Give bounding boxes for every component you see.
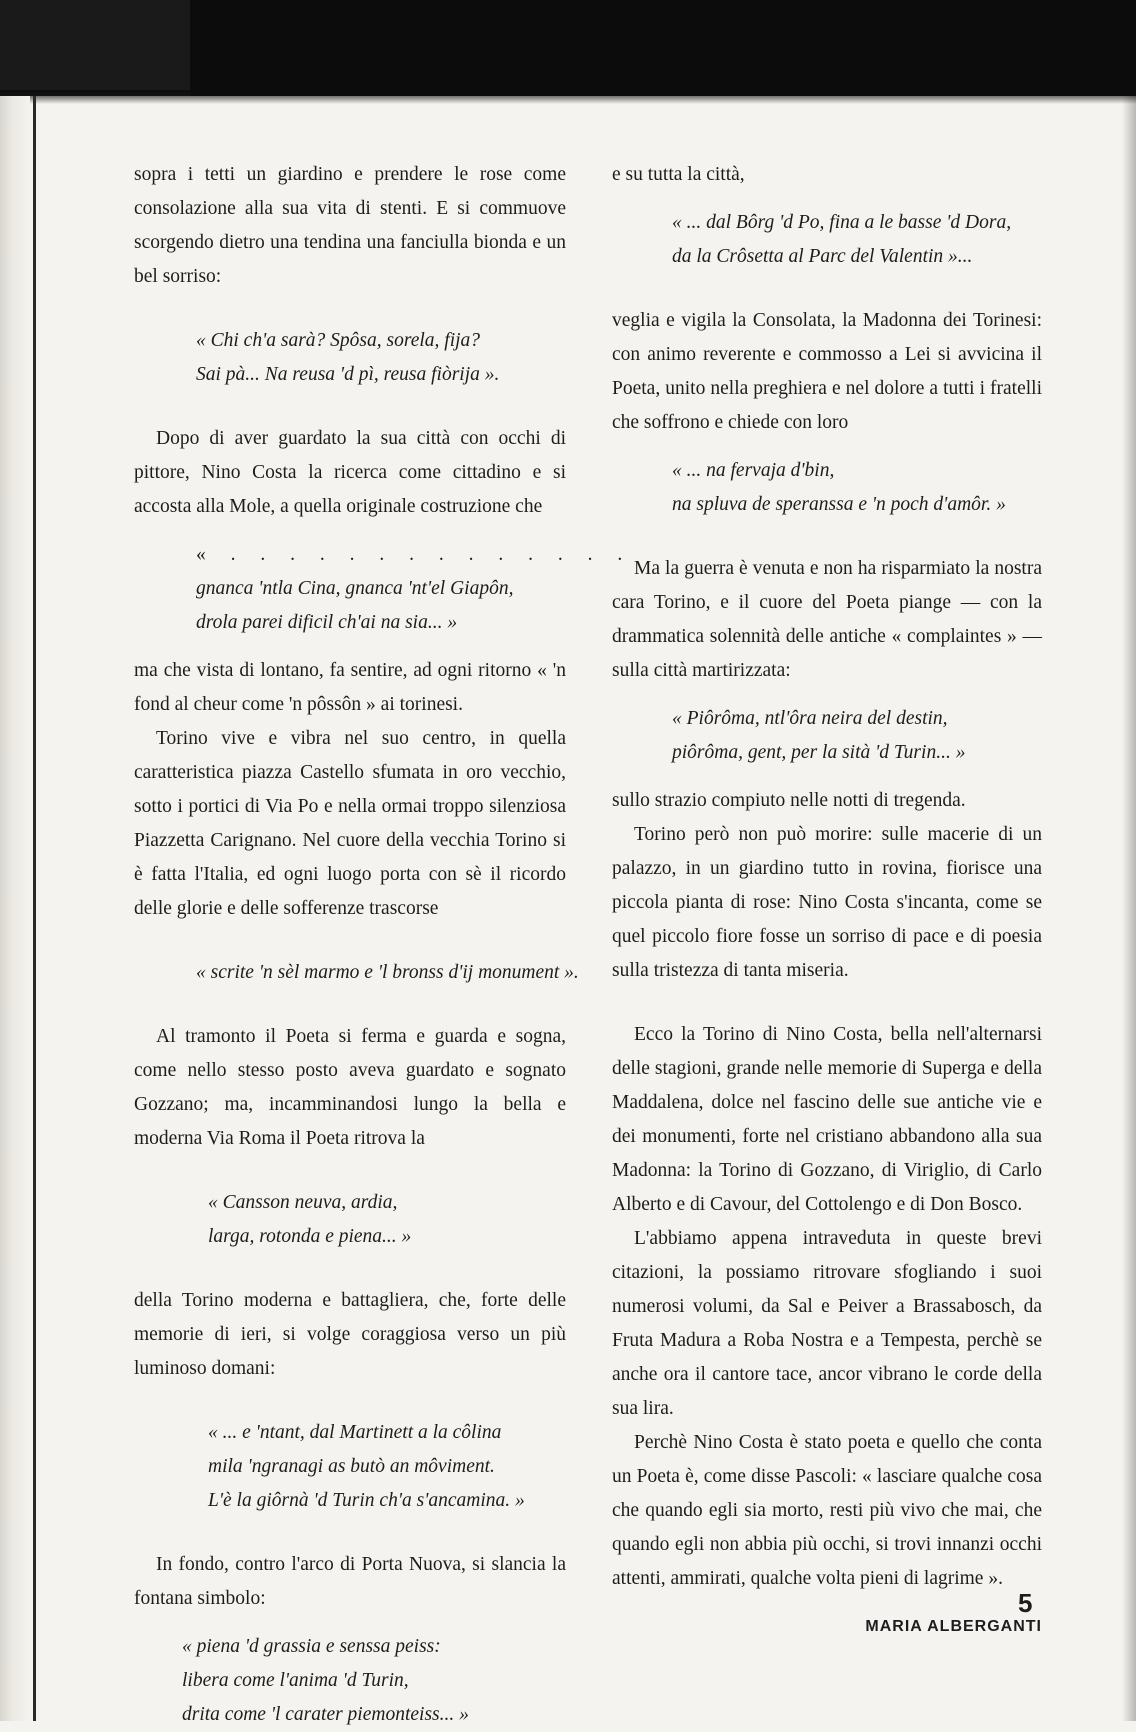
verse-quote [134,324,566,392]
verse-quote [134,1186,566,1254]
verse-line: na spluva de speranssa e 'n poch d'amôr. » [672,494,1006,515]
book-spine-shadow [0,96,30,1721]
verse-line: « scrite 'n sèl marmo e 'l bronss d'ij monument ». [196,962,579,983]
paragraph: Torino vive e vibra nel suo centro, in quella caratteristica piazza Castello sfumata in oro vecchio, sotto i portici di Via Po e nella ormai troppo silenziosa Piazzetta Carignano. Nel cuore della vecchia Torino si è fatta l'Italia, ed ogni luogo porta con sè il ricordo delle glorie e delle sofferenze trascorse [134,728,566,919]
verse-quote [134,572,566,640]
verse-quote [612,702,1042,770]
paragraph: Torino però non può morire: sulle macerie di un palazzo, in un giardino tutto in rovina, fiorisce una piccola pianta di rose: Nino Costa s'incanta, come se quel piccolo fiore fosse un sorriso di pace e di poesia sulla tristezza di tanta miseria. [612,824,1042,981]
verse-quote [612,454,1042,522]
verse-line: L'è la giôrnà 'd Turin ch'a s'ancamina. » [208,1490,525,1511]
page-number: 5 [1018,1588,1033,1618]
verse-line: « ... dal Bôrg 'd Po, fina a le basse 'd Dora, [672,212,1012,233]
verse-line: drola parei dificil ch'ai na sia... » [196,612,458,633]
scan-top-shadow [0,90,1136,104]
verse-quote [134,1630,566,1732]
ellipsis-dots: « . . . . . . . . . . . . . . [196,544,633,565]
paragraph: sopra i tetti un giardino e prendere le rose come consolazione alla sua vita di stenti. E si commuove scorgendo dietro una tendina una fanciulla bionda e un bel sorriso: [134,164,566,287]
right-column [612,158,1042,1644]
verse-line: « ... na fervaja d'bin, [672,460,835,481]
verse-quote [612,206,1042,274]
verse-line: « Piôrôma, ntl'ôra neira del destin, [672,708,948,729]
verse-line: piôrôma, gent, per la sità 'd Turin... » [672,742,966,763]
paragraph: ma che vista di lontano, fa sentire, ad ogni ritorno « 'n fond al cheur come 'n pôssôn » ai torinesi. [134,660,566,715]
paragraph: sullo strazio compiuto nelle notti di tregenda. [612,790,966,811]
paragraph: della Torino moderna e battagliera, che, forte delle memorie di ieri, si volge coraggiosa verso un più luminoso domani: [134,1290,566,1379]
verse-line: Sai pà... Na reusa 'd pì, reusa fiòrija ». [196,364,500,385]
verse-line: « Cansson neuva, ardia, [208,1192,398,1213]
verse-line: drita come 'l carater piemonteiss... » [182,1704,469,1725]
verse-quote [134,956,579,990]
paragraph: veglia e vigila la Consolata, la Madonna dei Torinesi: con animo reverente e commosso a Lei si avvicina il Poeta, unito nella preghiera e nel dolore a tutti i fratelli che soffrono e chiede con loro [612,310,1042,433]
paragraph: Ecco la Torino di Nino Costa, bella nell'alternarsi delle stagioni, grande nelle memorie di Superga e della Maddalena, dolce nel fascino delle sue antiche vie e dei monumenti, forte nel cristiano abbandono alla sua Madonna: la Torino di Gozzano, di Viriglio, di Carlo Alberto e di Cavour, del Cottolengo e di Don Bosco. [612,1024,1042,1215]
verse-line: « piena 'd grassia e senssa peiss: [182,1636,441,1657]
verse-line: mila 'ngranagi as butò an môviment. [208,1456,495,1477]
paragraph: Ma la guerra è venuta e non ha risparmiato la nostra cara Torino, e il cuore del Poeta piange — con la drammatica solennità delle antiche « complaintes » — sulla città martirizzata: [612,558,1042,681]
paragraph: In fondo, contro l'arco di Porta Nuova, si slancia la fontana simbolo: [134,1554,566,1609]
verse-line: gnanca 'ntla Cina, gnanca 'nt'el Giapôn, [196,578,514,599]
paragraph: Al tramonto il Poeta si ferma e guarda e sogna, come nello stesso posto aveva guardato e sognato Gozzano; ma, incamminandosi lungo la bella e moderna Via Roma il Poeta ritrova la [134,1026,566,1149]
verse-line: « ... e 'ntant, dal Martinett a la côlina [208,1422,502,1443]
verse-line: « Chi ch'a sarà? Spôsa, sorela, fija? [196,330,481,351]
scan-top-border-left [0,0,190,96]
paragraph: e su tutta la città, [612,164,745,185]
paragraph: L'abbiamo appena intraveduta in queste brevi citazioni, la possiamo ritrovare sfogliando i suoi numerosi volumi, da Sal e Peiver a Brassabosch, da Fruta Madura a Roba Nostra e a Tempesta, perchè se anche ora il cantore tace, ancor vibrano le corde della sua lira. [612,1228,1042,1419]
author-signature: MARIA ALBERGANTI [865,1618,1042,1635]
verse-quote [134,1416,566,1518]
right-edge-shadow [1122,96,1136,1721]
verse-line: libera come l'anima 'd Turin, [182,1670,409,1691]
page-edge-line [33,96,36,1721]
paragraph: Perchè Nino Costa è stato poeta e quello che conta un Poeta è, come disse Pascoli: « lasciare qualche cosa che quando egli sia morto, resti più vivo che mai, che quando egli non abbia più occhi, si trovi innanzi occhi attenti, ammirati, qualche volta pieni di lagrime ». [612,1432,1042,1589]
paragraph: Dopo di aver guardato la sua città con occhi di pittore, Nino Costa la ricerca come cittadino e si accosta alla Mole, a quella originale costruzione che [134,428,566,517]
left-column [134,158,633,1732]
verse-line: da la Crôsetta al Parc del Valentin »... [672,246,973,267]
verse-line: larga, rotonda e piena... » [208,1226,412,1247]
